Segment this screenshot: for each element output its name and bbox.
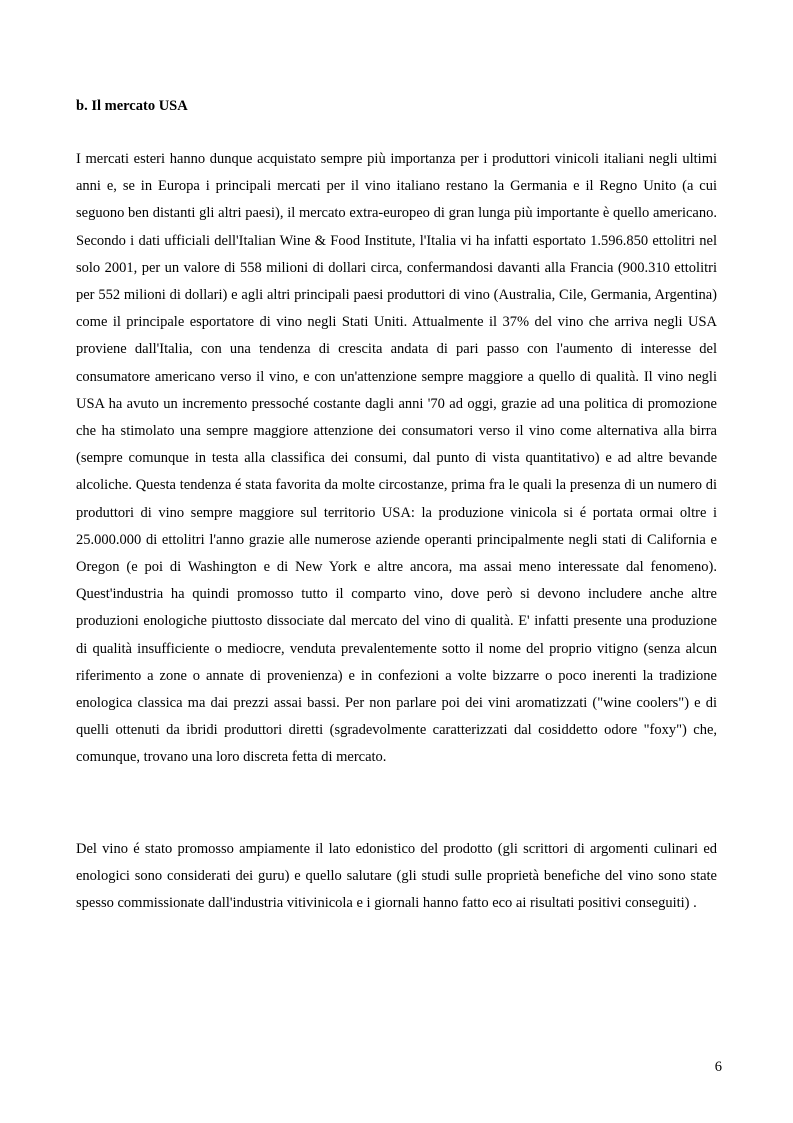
page-number: 6 — [714, 1059, 722, 1075]
section-heading: b. Il mercato USA — [76, 98, 188, 114]
body-paragraph: Del vino é stato promosso ampiamente il lato edonistico del prodotto (gli scrittori di argomenti culinari ed enologici sono considerati dei guru) e quello salutare (gli studi sulle proprietà benefiche del vino sono state spesso commissionate dall'industria vitivinicola e i giornali hanno fatto eco ai risultati positivi conseguiti) . — [76, 841, 717, 912]
body-paragraph: I mercati esteri hanno dunque acquistato sempre più importanza per i produttori vinicoli italiani negli ultimi anni e, se in Europa i principali mercati per il vino italiano restano la Germania e il Regno Unito (a cui seguono ben distanti gli altri paesi), il mercato extra-europeo di gran lunga più importante è quello americano. Secondo i dati ufficiali dell'Italian Wine & Food Institute, l'Italia vi ha infatti esportato 1.596.850 ettolitri nel solo 2001, per un valore di 558 milioni di dollari circa, confermandosi davanti alla Francia (900.310 ettolitri per 552 milioni di dollari) e agli altri principali paesi produttori di vino (Australia, Cile, Germania, Argentina) come il principale esportatore di vino negli Stati Uniti. Attualmente il 37% del vino che arriva negli USA proviene dall'Italia, con una tendenza di crescita andata di pari passo con l'aumento di interesse del consumatore americano verso il vino, e con un'attenzione sempre maggiore a quello di qualità. Il vino negli USA ha avuto un incremento pressoché costante dagli anni '70 ad oggi, grazie ad una politica di promozione che ha stimolato una sempre maggiore attenzione dei consumatori verso il vino come alternativa alla birra (sempre comunque in testa alla classifica dei consumi, dal punto di vista quantitativo) e ad altre bevande alcoliche. Questa tendenza é stata favorita da molte circostanze, prima fra le quali la presenza di un numero di produttori di vino sempre maggiore sul territorio USA: la produzione vinicola si é portata ormai oltre i 25.000.000 di ettolitri l'anno grazie alle numerose aziende operanti principalmente negli stati di California e Oregon (e poi di Washington e di New York e altre ancora, ma assai meno interessate dal fenomeno). Quest'industria ha quindi promosso tutto il comparto vino, dove però si devono includere anche altre produzioni enologiche piuttosto dissociate dal mercato del vino di qualità. E' infatti presente una produzione di qualità insufficiente o mediocre, venduta prevalentemente sotto il nome del proprio vitigno (senza alcun riferimento a zone o annate di provenienza) e in confezioni a volte bizzarre o poco inerenti la tradizione enologica classica ma dai prezzi assai bassi. Per non parlare poi dei vini aromatizzati ("wine coolers") e di quelli ottenuti da ibridi produttori diretti (sgradevolmente caratterizzati dal cosiddetto odore "foxy") che, comunque, trovano una loro discreta fetta di mercato. — [76, 151, 717, 766]
